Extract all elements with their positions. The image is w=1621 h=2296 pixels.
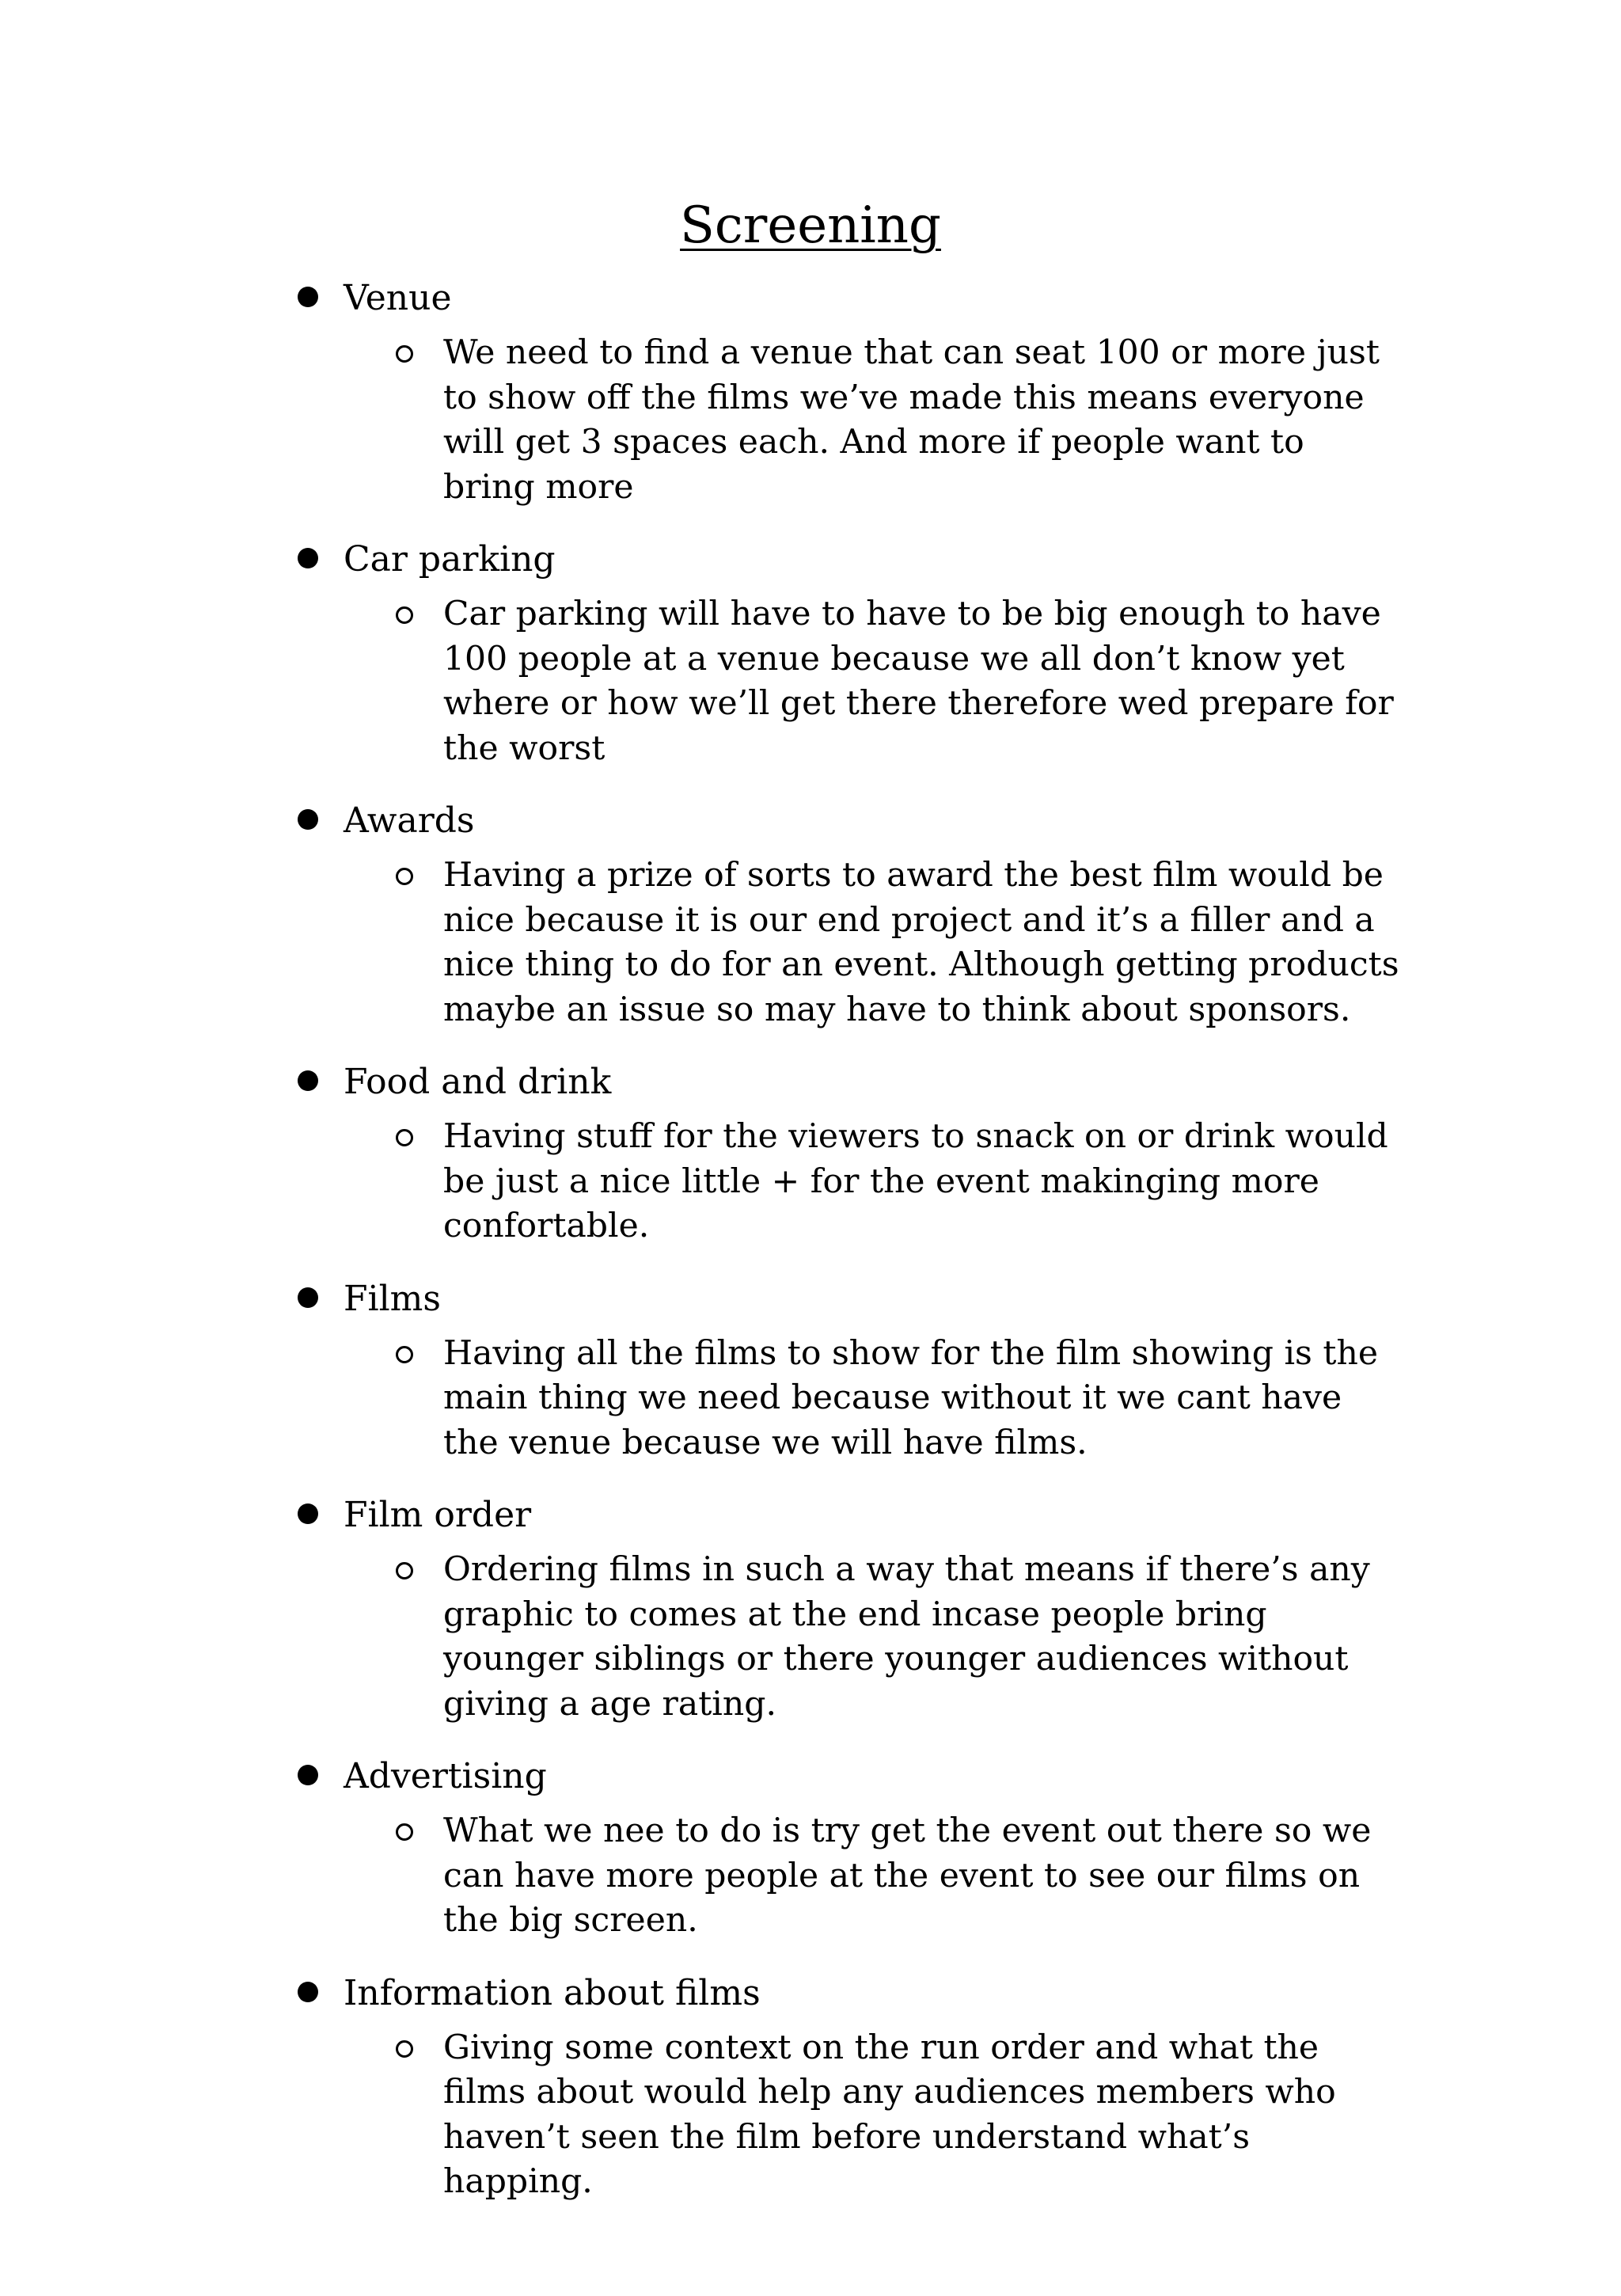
list-item-advertising	[0, 1754, 1621, 1944]
section-text: We need to find a venue that can seat 100 or more just to show off the films we’ve made this means everyone will get 3 spaces each. And more if people want to bring more	[443, 333, 1380, 507]
section-heading: Venue	[344, 278, 452, 318]
list-item-films	[0, 1276, 1621, 1466]
list-item-information-about-films	[0, 1971, 1621, 2205]
bullet-icon	[298, 1287, 318, 1308]
section-heading: Films	[344, 1278, 441, 1319]
section-text: Car parking will have to have to be big enough to have 100 people at a venue because we all don’t know yet where or how we’ll get there therefore wed prepare for the worst	[443, 595, 1394, 768]
bullet-icon	[298, 287, 318, 307]
bullet-icon	[298, 548, 318, 568]
circle-bullet-icon	[396, 345, 413, 363]
circle-bullet-icon	[396, 1562, 413, 1579]
section-heading: Film order	[344, 1495, 532, 1535]
circle-bullet-icon	[396, 606, 413, 624]
section-text: Giving some context on the run order and what the films about would help any audiences members who haven’t seen the film before understand what’s happing.	[443, 2028, 1336, 2201]
bullet-icon	[298, 1503, 318, 1524]
section-heading: Car parking	[344, 539, 556, 580]
bullet-icon	[298, 1070, 318, 1091]
page-title: Screening	[680, 196, 941, 255]
section-heading: Awards	[344, 800, 475, 841]
list-item-car-parking	[0, 537, 1621, 771]
bullet-list	[0, 276, 1621, 2232]
list-item-food-and-drink	[0, 1059, 1621, 1249]
section-text: What we nee to do is try get the event out there so we can have more people at the event to see our films on the big screen.	[443, 1811, 1372, 1940]
bullet-icon	[298, 1765, 318, 1785]
section-text: Having all the films to show for the film showing is the main thing we need because without it we cant have the venue because we will have films.	[443, 1333, 1378, 1462]
circle-bullet-icon	[396, 1823, 413, 1841]
list-item-film-order	[0, 1492, 1621, 1727]
bullet-icon	[298, 809, 318, 830]
list-item-awards	[0, 798, 1621, 1032]
section-heading: Advertising	[344, 1756, 547, 1796]
section-text: Ordering films in such a way that means if there’s any graphic to comes at the end incase people bring younger siblings or there younger audiences without giving a age rating.	[443, 1550, 1370, 1724]
section-text: Having stuff for the viewers to snack on or drink would be just a nice little + for the event makinging more confortable.	[443, 1117, 1388, 1245]
section-heading: Information about films	[344, 1972, 761, 2013]
circle-bullet-icon	[396, 2040, 413, 2058]
bullet-icon	[298, 1982, 318, 2002]
circle-bullet-icon	[396, 868, 413, 885]
list-item-venue	[0, 276, 1621, 510]
circle-bullet-icon	[396, 1346, 413, 1363]
section-heading: Food and drink	[344, 1062, 612, 1102]
section-text: Having a prize of sorts to award the best film would be nice because it is our end project and it’s a filler and a nice thing to do for an event. Although getting products maybe an issue so may have to think about sponsors.	[443, 856, 1399, 1029]
circle-bullet-icon	[396, 1129, 413, 1146]
